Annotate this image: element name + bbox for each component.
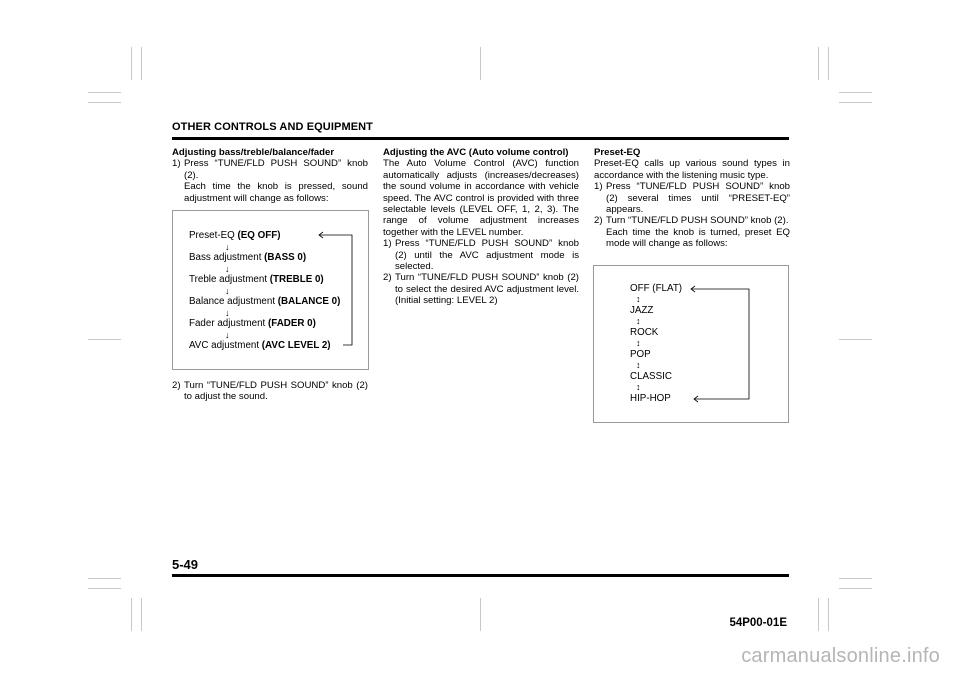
diagram-item: Fader adjustment (FADER 0)	[189, 318, 316, 329]
step-number: 1)	[594, 181, 603, 193]
updown-arrow-icon: ↕	[636, 294, 641, 304]
crop-mark	[88, 102, 121, 103]
down-arrow-icon: ↓	[225, 286, 230, 296]
down-arrow-icon: ↓	[225, 308, 230, 318]
step-2	[383, 272, 579, 306]
crop-mark	[839, 588, 872, 589]
crop-mark	[480, 47, 481, 80]
column-avc	[383, 147, 579, 307]
step-number: 1)	[383, 238, 392, 250]
crop-mark	[839, 339, 872, 340]
step-text: Turn “TUNE/FLD PUSH SOUND” knob (2) to adjust the sound.	[184, 380, 368, 403]
diagram-item: OFF (FLAT)	[630, 283, 683, 294]
footer-rule	[172, 574, 789, 577]
crop-mark	[480, 598, 481, 631]
step-text: Press “TUNE/FLD PUSH SOUND” knob (2).	[184, 158, 368, 181]
crop-mark	[88, 588, 121, 589]
step-text: Press “TUNE/FLD PUSH SOUND” knob (2) several times until “PRESET-EQ” appears.	[606, 181, 790, 216]
updown-arrow-icon: ↕	[636, 382, 641, 392]
down-arrow-icon: ↓	[225, 264, 230, 274]
down-arrow-icon: ↓	[225, 242, 230, 252]
step-2	[172, 380, 368, 403]
diagram-item: AVC adjustment (AVC LEVEL 2)	[189, 340, 331, 351]
diagram-item: Preset-EQ (EQ OFF)	[189, 230, 281, 241]
crop-mark	[141, 598, 142, 631]
step-text: Press “TUNE/FLD PUSH SOUND” knob (2) until the AVC adjustment mode is selected.	[395, 238, 579, 273]
updown-arrow-icon: ↕	[636, 316, 641, 326]
crop-mark	[88, 578, 121, 579]
crop-mark	[839, 92, 872, 93]
diagram-item: HIP-HOP	[630, 393, 671, 404]
column-bass-treble	[172, 147, 368, 204]
crop-mark	[828, 47, 829, 80]
step-2	[594, 215, 790, 226]
column-preset-eq	[594, 147, 790, 250]
step-1	[594, 181, 790, 215]
sound-adjustment-diagram	[172, 210, 369, 370]
diagram-item: JAZZ	[630, 305, 654, 316]
step-note: Each time the knob is pressed, sound adjustment will change as follows:	[184, 181, 368, 204]
step-1	[383, 238, 579, 272]
section-body: The Auto Volume Control (AVC) function automatically adjusts (increases/decreases) the sound volume in accordance with vehicle speed. The AVC control is provided with three selectable levels (LEVEL OFF, 1, 2, 3). The range of volume adjustment increases together with the LEVEL number.	[383, 158, 579, 238]
step-note: Each time the knob is turned, preset EQ mode will change as follows:	[606, 226, 790, 250]
watermark: carmanualsonline.info	[741, 645, 940, 667]
step-number: 2)	[172, 380, 181, 391]
crop-mark	[131, 47, 132, 80]
step-text: Turn “TUNE/FLD PUSH SOUND” knob (2).	[606, 215, 789, 227]
section-heading: Preset-EQ	[594, 147, 641, 158]
step-number: 2)	[383, 272, 392, 284]
preset-eq-diagram	[593, 265, 789, 423]
section-body: Preset-EQ calls up various sound types in accordance with the listening music type.	[594, 158, 790, 181]
crop-mark	[828, 598, 829, 631]
document-code: 54P00-01E	[729, 617, 787, 629]
diagram-item: POP	[630, 349, 651, 360]
step-number: 1)	[172, 158, 181, 170]
updown-arrow-icon: ↕	[636, 360, 641, 370]
crop-mark	[88, 92, 121, 93]
diagram-item: ROCK	[630, 327, 659, 338]
crop-mark	[839, 102, 872, 103]
step-number: 2)	[594, 215, 603, 227]
crop-mark	[141, 47, 142, 80]
loop-back-arrow-icon	[173, 211, 368, 369]
crop-mark	[839, 578, 872, 579]
diagram-item: Balance adjustment (BALANCE 0)	[189, 296, 341, 307]
section-title: OTHER CONTROLS AND EQUIPMENT	[172, 121, 374, 133]
crop-mark	[818, 598, 819, 631]
column-bass-treble-step2	[172, 380, 368, 403]
section-heading: Adjusting bass/treble/balance/fader	[172, 147, 335, 158]
step-1	[172, 158, 368, 181]
diagram-item: CLASSIC	[630, 371, 672, 382]
diagram-item: Treble adjustment (TREBLE 0)	[189, 274, 324, 285]
header-rule	[172, 137, 789, 140]
section-heading: Adjusting the AVC (Auto volume control)	[383, 147, 569, 158]
diagram-item: Bass adjustment (BASS 0)	[189, 252, 307, 263]
crop-mark	[818, 47, 819, 80]
loop-arrows-icon	[594, 266, 788, 422]
crop-mark	[88, 339, 121, 340]
down-arrow-icon: ↓	[225, 330, 230, 340]
page-number: 5-49	[172, 557, 199, 572]
updown-arrow-icon: ↕	[636, 338, 641, 348]
crop-mark	[131, 598, 132, 631]
step-text: Turn “TUNE/FLD PUSH SOUND” knob (2) to select the desired AVC adjustment level. (Initial setting: LEVEL 2)	[395, 272, 579, 307]
